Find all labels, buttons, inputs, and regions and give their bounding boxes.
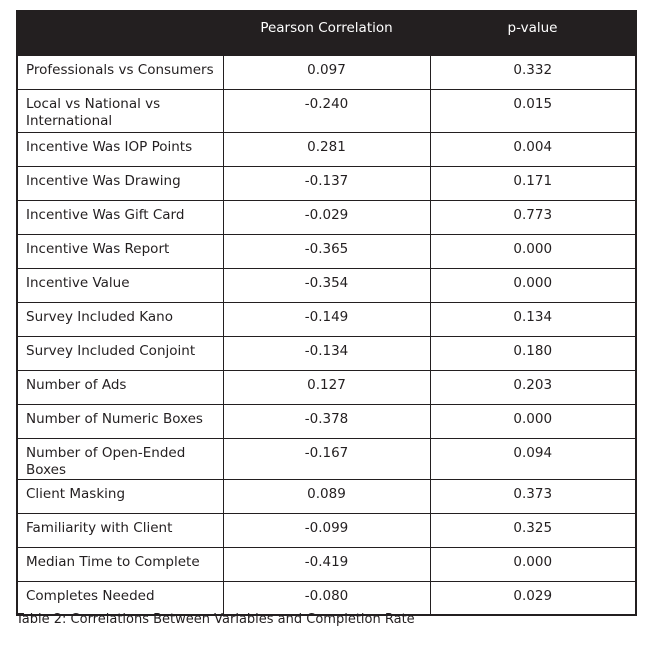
table-row: [17, 547, 636, 581]
table-row: [17, 302, 636, 336]
row-pearson: -0.149: [223, 302, 430, 336]
row-p-value: 0.171: [430, 166, 636, 200]
table-row: [17, 89, 636, 132]
row-pearson: -0.134: [223, 336, 430, 370]
row-variable: Incentive Value: [17, 268, 223, 302]
table-row: [17, 336, 636, 370]
row-variable: Client Masking: [17, 479, 223, 513]
header-pearson-correlation: Pearson Correlation: [223, 11, 430, 55]
row-p-value: 0.000: [430, 547, 636, 581]
row-variable: Number of Open-Ended Boxes: [17, 438, 223, 479]
row-p-value: 0.134: [430, 302, 636, 336]
table-row: [17, 200, 636, 234]
row-p-value: 0.180: [430, 336, 636, 370]
row-p-value: 0.029: [430, 581, 636, 615]
row-p-value: 0.015: [430, 89, 636, 132]
table-row: [17, 438, 636, 479]
row-p-value: 0.004: [430, 132, 636, 166]
row-variable: Completes Needed: [17, 581, 223, 615]
table-row: [17, 268, 636, 302]
row-pearson: -0.137: [223, 166, 430, 200]
row-pearson: -0.419: [223, 547, 430, 581]
row-pearson: -0.099: [223, 513, 430, 547]
row-p-value: 0.203: [430, 370, 636, 404]
row-pearson: -0.167: [223, 438, 430, 479]
row-pearson: 0.089: [223, 479, 430, 513]
header-variable: [17, 11, 223, 55]
row-pearson: -0.378: [223, 404, 430, 438]
row-p-value: 0.773: [430, 200, 636, 234]
row-pearson: 0.281: [223, 132, 430, 166]
row-variable: Incentive Was Drawing: [17, 166, 223, 200]
table-row: [17, 479, 636, 513]
table-row: [17, 55, 636, 89]
table-caption: Table 2: Correlations Between Variables and Completion Rate: [16, 612, 415, 627]
row-pearson: -0.080: [223, 581, 430, 615]
row-variable: Local vs National vs International: [17, 89, 223, 132]
row-variable: Incentive Was Gift Card: [17, 200, 223, 234]
row-variable: Median Time to Complete: [17, 547, 223, 581]
row-variable: Familiarity with Client: [17, 513, 223, 547]
row-p-value: 0.332: [430, 55, 636, 89]
table-row: [17, 404, 636, 438]
row-p-value: 0.373: [430, 479, 636, 513]
header-p-value: p-value: [430, 11, 636, 55]
row-pearson: -0.365: [223, 234, 430, 268]
table-row: [17, 370, 636, 404]
row-p-value: 0.000: [430, 404, 636, 438]
table-row: [17, 581, 636, 615]
row-p-value: 0.000: [430, 268, 636, 302]
row-pearson: 0.127: [223, 370, 430, 404]
row-pearson: -0.354: [223, 268, 430, 302]
table-row: [17, 234, 636, 268]
row-pearson: -0.240: [223, 89, 430, 132]
row-variable: Professionals vs Consumers: [17, 55, 223, 89]
row-variable: Number of Numeric Boxes: [17, 404, 223, 438]
correlation-table: [16, 10, 637, 616]
table-row: [17, 513, 636, 547]
correlation-table-container: [16, 10, 635, 616]
row-variable: Number of Ads: [17, 370, 223, 404]
row-pearson: -0.029: [223, 200, 430, 234]
row-variable: Survey Included Conjoint: [17, 336, 223, 370]
row-variable: Incentive Was Report: [17, 234, 223, 268]
row-p-value: 0.325: [430, 513, 636, 547]
table-header-row: [17, 11, 636, 55]
table-row: [17, 166, 636, 200]
row-pearson: 0.097: [223, 55, 430, 89]
row-p-value: 0.000: [430, 234, 636, 268]
row-variable: Survey Included Kano: [17, 302, 223, 336]
table-row: [17, 132, 636, 166]
row-variable: Incentive Was IOP Points: [17, 132, 223, 166]
row-p-value: 0.094: [430, 438, 636, 479]
